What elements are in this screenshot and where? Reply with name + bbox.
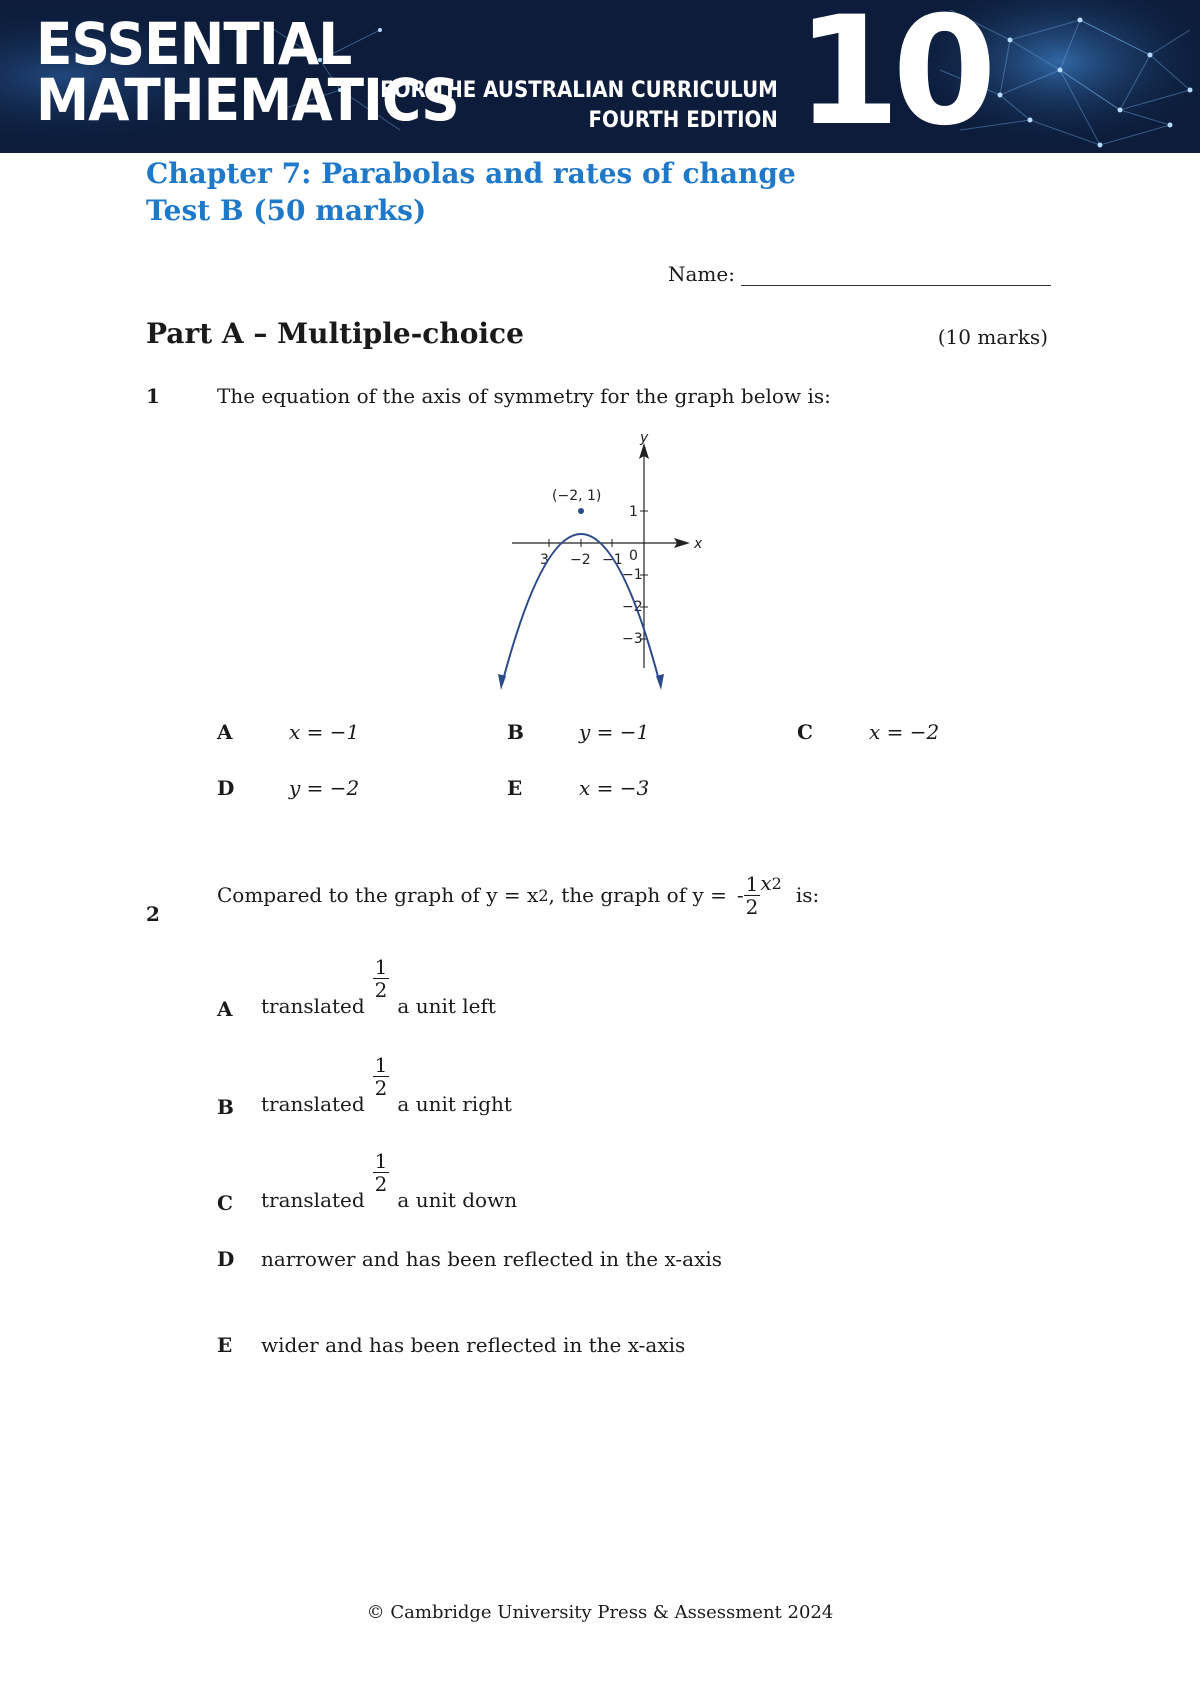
fraction-numerator: 1 — [374, 1053, 388, 1077]
chapter-title: Chapter 7: Parabolas and rates of change — [146, 157, 796, 190]
year-number: 10 — [796, 0, 989, 153]
q2-option-a-text[interactable] — [261, 956, 496, 1022]
y-tick-label: −1 — [622, 567, 643, 583]
x-tick-label: −2 — [570, 552, 591, 568]
q1-option-e-text[interactable]: x = −3 — [579, 776, 650, 800]
fraction-numerator: 1 — [745, 871, 759, 896]
q2-option-b-pre: translated — [261, 1092, 365, 1116]
q2-option-a-letter: A — [217, 997, 233, 1021]
q2-option-a-pre: translated — [261, 994, 365, 1018]
question-2-text-b: , the graph of y = — [548, 883, 727, 907]
question-1-text: The equation of the axis of symmetry for the graph below is: — [217, 384, 831, 408]
q1-option-b-text[interactable]: y = −1 — [579, 720, 650, 744]
brand-line-1: ESSENTIAL — [36, 10, 352, 78]
q1-option-a-letter: A — [217, 720, 233, 744]
x-tick-label: 3 — [540, 552, 549, 568]
y-tick-label: 1 — [629, 504, 638, 520]
y-tick-label: −2 — [622, 599, 643, 615]
q2-option-c-post: a unit down — [397, 1188, 518, 1212]
q2-option-c-fraction — [373, 1150, 390, 1195]
part-a-title: Part A – Multiple-choice — [146, 317, 524, 350]
vertex-point — [578, 508, 584, 514]
curve-arrow-right — [656, 674, 664, 690]
q2-option-c-letter: C — [217, 1191, 233, 1215]
fraction-denominator: 2 — [374, 1172, 388, 1196]
vertex-label: (−2, 1) — [552, 488, 602, 504]
q2-option-a-fraction — [373, 956, 390, 1001]
tagline-line-2: FOURTH EDITION — [588, 108, 778, 133]
brand-line-2: MATHEMATICS — [36, 66, 459, 134]
question-2-text-c: is: — [795, 883, 820, 907]
name-field[interactable] — [668, 262, 1051, 286]
q2-option-b-fraction — [373, 1054, 390, 1099]
tagline-line-1: FOR THE AUSTRALIAN CURRICULUM — [380, 78, 778, 103]
x-axis-label: x — [694, 536, 703, 552]
q1-option-a-text[interactable]: x = −1 — [289, 720, 360, 744]
q2-option-d-letter: D — [217, 1247, 235, 1271]
q2-option-c-text[interactable] — [261, 1150, 517, 1216]
header-banner — [0, 0, 1200, 153]
fraction-denominator: 2 — [374, 1076, 388, 1100]
q1-option-c-text[interactable]: x = −2 — [869, 720, 940, 744]
origin-label: 0 — [629, 548, 638, 564]
test-title: Test B (50 marks) — [146, 194, 427, 227]
q2-option-e-text[interactable]: wider and has been reflected in the x-axis — [261, 1333, 686, 1357]
q1-option-b-letter: B — [507, 720, 524, 744]
q2-option-b-letter: B — [217, 1095, 234, 1119]
q1-option-c-letter: C — [797, 720, 813, 744]
q2-option-d-text[interactable]: narrower and has been reflected in the x-axis — [261, 1247, 723, 1271]
fraction-denominator: 2 — [374, 978, 388, 1002]
q1-option-d-text[interactable]: y = −2 — [289, 776, 360, 800]
question-2-number: 2 — [146, 902, 160, 926]
question-2-fraction — [744, 873, 761, 918]
question-1-number: 1 — [146, 384, 160, 408]
question-2-text-a: Compared to the graph of y = x — [217, 883, 539, 907]
question-2-frac-exponent: 2 — [771, 873, 782, 893]
question-2-exponent: 2 — [538, 885, 549, 905]
question-2-frac-var: x — [760, 871, 772, 895]
q2-option-b-post: a unit right — [397, 1092, 512, 1116]
q1-option-d-letter: D — [217, 776, 235, 800]
name-label: Name: — [668, 262, 735, 286]
y-tick-label: −3 — [622, 631, 643, 647]
q2-option-c-pre: translated — [261, 1188, 365, 1212]
y-axis-label: y — [640, 430, 649, 446]
curve-arrow-left — [498, 674, 506, 690]
question-2-frac-sign: - — [736, 883, 744, 907]
question-2-text — [217, 860, 819, 930]
title-block — [146, 155, 796, 229]
fraction-denominator: 2 — [745, 894, 759, 919]
q2-option-b-text[interactable] — [261, 1054, 512, 1120]
tagline — [380, 76, 778, 136]
parabola-graph — [490, 428, 710, 698]
name-underline[interactable] — [741, 267, 1051, 286]
fraction-numerator: 1 — [374, 1149, 388, 1173]
q2-option-a-post: a unit left — [397, 994, 496, 1018]
x-tick-label: −1 — [602, 552, 623, 568]
fraction-numerator: 1 — [374, 955, 388, 979]
part-a-marks: (10 marks) — [937, 325, 1048, 349]
q2-option-e-letter: E — [217, 1333, 233, 1357]
copyright-footer: © Cambridge University Press & Assessment 2024 — [366, 1602, 834, 1623]
q1-option-e-letter: E — [507, 776, 523, 800]
